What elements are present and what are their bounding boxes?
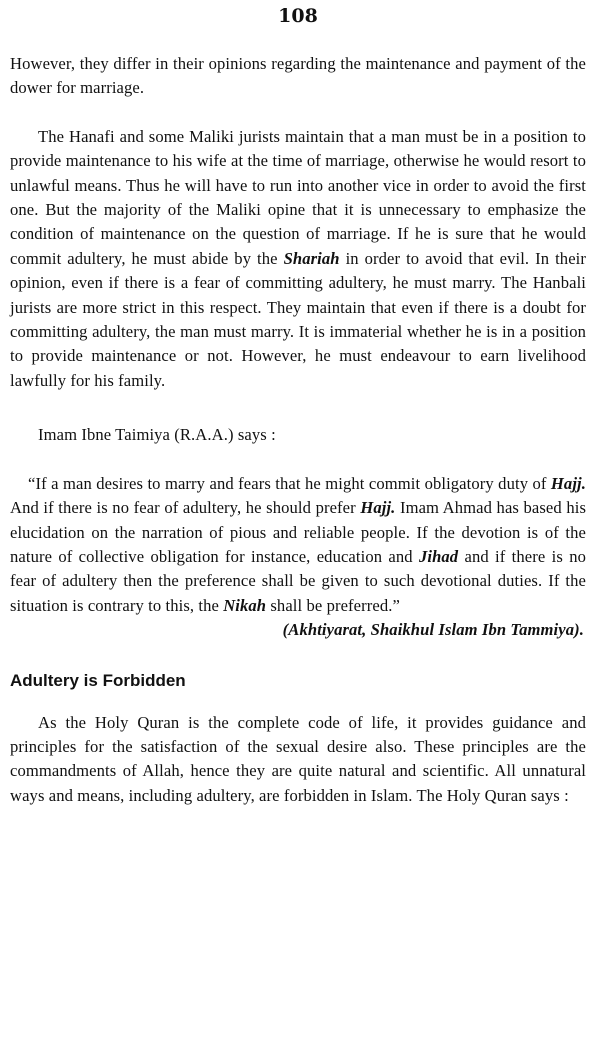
text-run: Imam Ahmad has based his elucidation on the narration of pious and reliable people. If the devotion is of the nature of collective obligation for instance, education and (10, 498, 586, 566)
section-heading: Adultery is Forbidden (10, 670, 186, 690)
page-number: 108 (278, 5, 318, 27)
text-run: The Hanafi and some Maliki jurists maintain that a man must be in a position to provide maintenance to his wife at the time of marriage, otherwise he would resort to unlawful means. Thus he will have to run into another vice in order to avoid the first one. But the majority of the Maliki opine that it is unnecessary to emphasize the condition of maintenance on the question of marriage. If he is sure that he would commit adultery, he must abide by the (10, 126, 586, 268)
text-run: “If a man desires to marry and fears that he might commit obligatory duty of (28, 473, 551, 493)
paragraph-imam-says: Imam Ibne Taimiya (R.A.A.) says : (38, 425, 276, 445)
term-hajj: Hajj. (360, 498, 396, 518)
paragraph-quran-guidance: As the Holy Quran is the complete code of life, it provides guidance and principles for the satisfaction of the sexual desire also. These principles are the commandments of Allah, hence they are quite natural and scientific. All unnatural ways and means, including adultery, are forbidden in Islam. The Holy Quran says : (10, 712, 586, 805)
paragraph-dower-opinions: However, they differ in their opinions regarding the maintenance and payment of the dower for marriage. (10, 54, 586, 98)
term-hajj: Hajj. (550, 473, 586, 493)
term-nikah: Nikah (223, 595, 267, 615)
text-run: And if there is no fear of adultery, he should prefer (10, 498, 361, 518)
text-run: in order to avoid that evil. In their opinion, even if there is a fear of committing adultery, he must marry. The Hanbali jurists are more strict in this respect. They maintain that even if there is a doubt for committing adultery, the man must marry. It is immaterial whether he is in a position to provide maintenance or not. However, he must endeavour to earn livelihood lawfully for his family. (10, 248, 586, 390)
paragraph-jurists-maintenance (10, 125, 586, 393)
citation: (Akhtiyarat, Shaikhul Islam Ibn Tammiya). (282, 620, 584, 640)
quotation (10, 472, 586, 618)
text-run: and if there is no fear of adultery then the preference shall be given to such devotional duties. If the situation is contrary to this, the (10, 546, 586, 615)
text-run: shall be preferred.” (266, 595, 400, 615)
term-jihad: Jihad (418, 546, 459, 566)
term-shariah: Shariah (283, 248, 340, 268)
